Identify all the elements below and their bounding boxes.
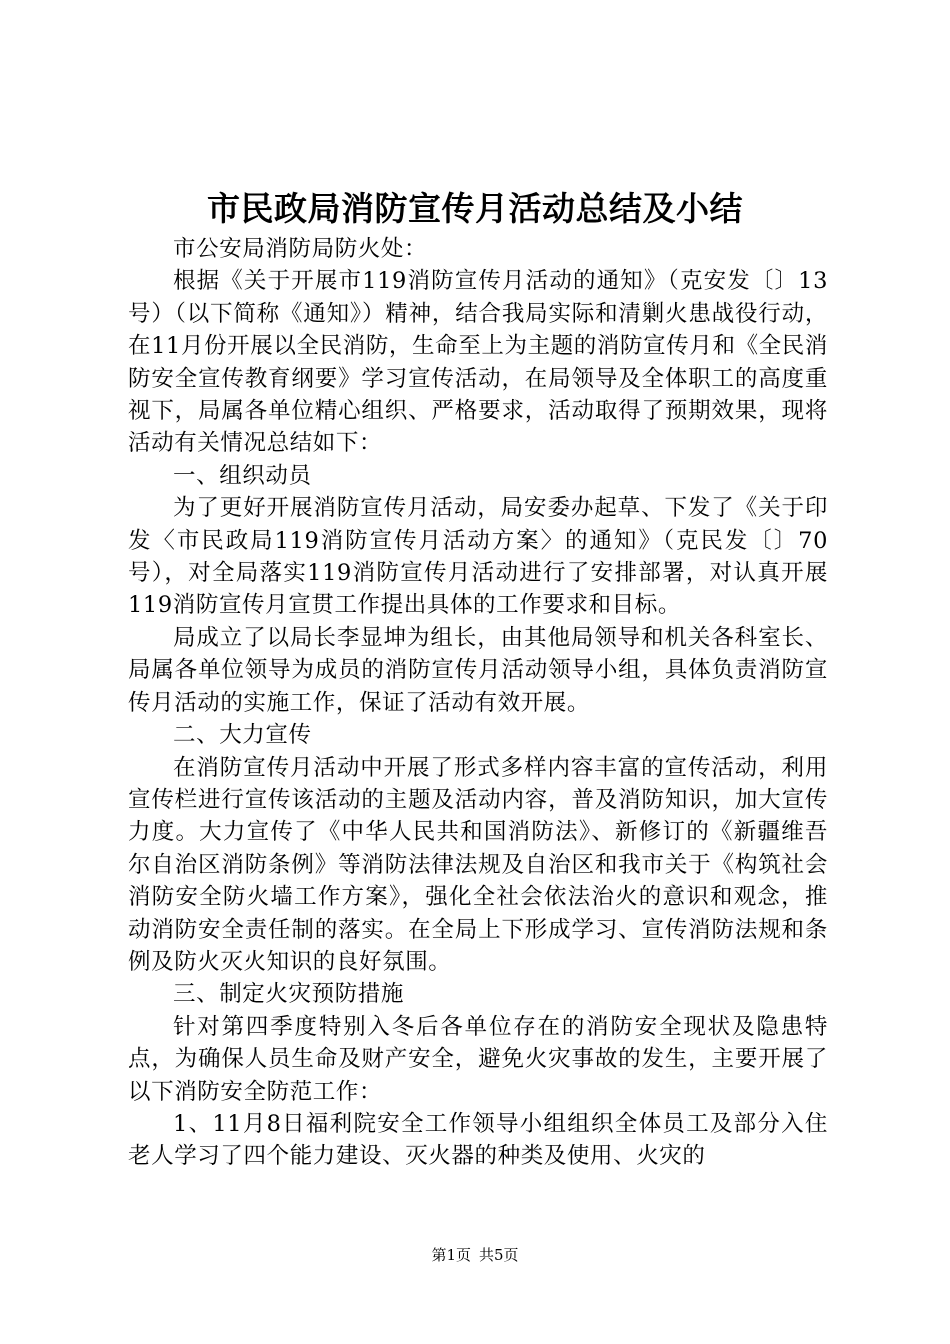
- document-title: 市民政局消防宣传月活动总结及小结: [207, 189, 743, 228]
- section-heading-organize: 一、组织动员: [173, 462, 312, 489]
- section-heading-prevention: 三、制定火灾预防措施: [173, 981, 405, 1008]
- paragraph-publicity: 在消防宣传月活动中开展了形式多样内容丰富的宣传活动，利用宣传栏进行宣传该活动的主题及活动内容，普及消防知识，加大宣传力度。大力宣传了《中华人民共和国消防法》、新修订的《新疆维吾尔自治区消防条例》等消防法律法规及自治区和我市关于《构筑社会消防安全防火墙工作方案》，强化全社会依法治火的意识和观念，推动消防安全责任制的落实。在全局上下形成学习、宣传消防法规和条例及防火灭火知识的良好氛围。: [128, 754, 828, 975]
- section-heading-publicity: 二、大力宣传: [173, 722, 312, 749]
- paragraph-item-1: 1、11月8日福利院安全工作领导小组组织全体员工及部分入住老人学习了四个能力建设、灭火器的种类及使用、火灾的: [128, 1110, 828, 1170]
- paragraph-prevention: 针对第四季度特别入冬后各单位存在的消防安全现状及隐患特点，为确保人员生命及财产安全，避免火灾事故的发生，主要开展了以下消防安全防范工作：: [128, 1013, 828, 1105]
- page-total: 共5页: [479, 1246, 519, 1264]
- paragraph-organize-2: 局成立了以局长李显坤为组长，由其他局领导和机关各科室长、局属各单位领导为成员的消防宣传月活动领导小组，具体负责消防宣传月活动的实施工作，保证了活动有效开展。: [128, 624, 828, 716]
- salutation: 市公安局消防局防火处：: [173, 236, 428, 262]
- paragraph-intro: 根据《关于开展市119消防宣传月活动的通知》（克安发〔〕13号）（以下简称《通知》）精神，结合我局实际和清剿火患战役行动，在11月份开展以全民消防，生命至上为主题的消防宣传月和《全民消防安全宣传教育纲要》学习宣传活动，在局领导及全体职工的高度重视下，局属各单位精心组织、严格要求，活动取得了预期效果，现将活动有关情况总结如下：: [128, 268, 828, 457]
- document-body: [128, 233, 828, 1173]
- paragraph-organize-1: 为了更好开展消防宣传月活动，局安委办起草、下发了《关于印发〈市民政局119消防宣传月活动方案〉的通知》（克民发〔〕70号），对全局落实119消防宣传月活动进行了安排部署，对认真开展119消防宣传月宣贯工作提出具体的工作要求和目标。: [128, 495, 828, 619]
- page-number: 第1页: [431, 1246, 471, 1264]
- page-footer: [0, 1245, 950, 1265]
